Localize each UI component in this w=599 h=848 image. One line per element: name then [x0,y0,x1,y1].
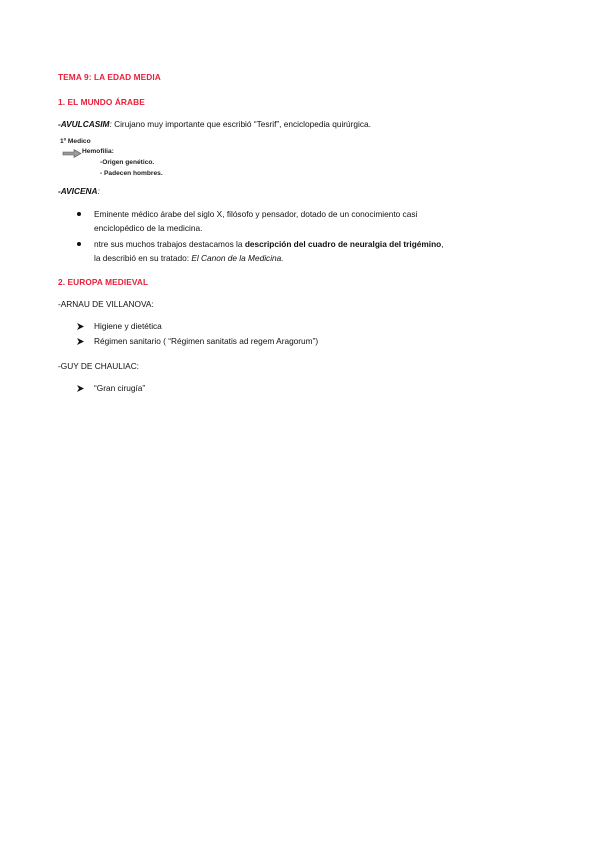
arrowhead-bullet-icon [77,323,84,330]
arrowhead-bullet-icon [77,385,84,392]
arrowhead-bullet-icon [77,338,84,345]
avicena-bullet-1-line-2: enciclopédico de la medicina. [94,223,203,233]
avicena-heading [58,186,100,196]
avulcasim-sep: : [109,119,115,129]
avicena-bullet-2-line-2 [94,253,284,263]
avulcasim-paragraph [58,119,371,129]
avicena-bullet-1-line-1: Eminente médico árabe del siglo X, filósofo y pensador, dotado de un conocimiento casi [94,209,418,219]
avulcasim-text: Cirujano muy importante que escribió “Tesrif”, enciclopedia quirúrgica. [114,119,371,129]
arnau-item-2: Régimen sanitario ( “Régimen sanitatis ad regem Aragorum”) [94,336,319,346]
bullet-dot-icon [77,212,81,216]
avicena-name: -AVICENA [58,186,98,196]
note-line-1: 1º Medico [60,138,91,145]
guy-item-1: “Gran cirugía” [94,383,146,393]
avicena-bullet-2-bold: descripción del cuadro de neuralgia del trigémino [244,239,442,249]
note-line-4: - Padecen hombres. [100,170,163,177]
document-title: TEMA 9: LA EDAD MEDIA [58,72,161,82]
avicena-bullet-2-line2-pre: la describió en su tratado: [94,253,192,263]
section-heading-europa-medieval: 2. EUROPA MEDIEVAL [58,277,149,287]
avicena-bullet-2-line-1 [94,239,444,249]
avulcasim-name: -AVULCASIM [58,119,110,129]
guy-heading: -GUY DE CHAULIAC: [58,361,139,371]
bullet-dot-icon [77,242,81,246]
arnau-item-1: Higiene y dietética [94,321,162,331]
arrow-right-icon [62,149,82,158]
section-heading-mundo-arabe: 1. EL MUNDO ÁRABE [58,97,145,107]
avicena-bullet-2-book-title: El Canon de la Medicina. [191,253,284,263]
avicena-bullet-2-post: , [441,239,444,249]
avicena-sep: : [97,186,100,196]
note-line-3: -Origen genético. [100,159,155,166]
avicena-bullet-2-pre: ntre sus muchos trabajos destacamos la [94,239,245,249]
arnau-heading: -ARNAU DE VILLANOVA: [58,299,154,309]
note-line-2: Hemofilia: [82,148,114,155]
